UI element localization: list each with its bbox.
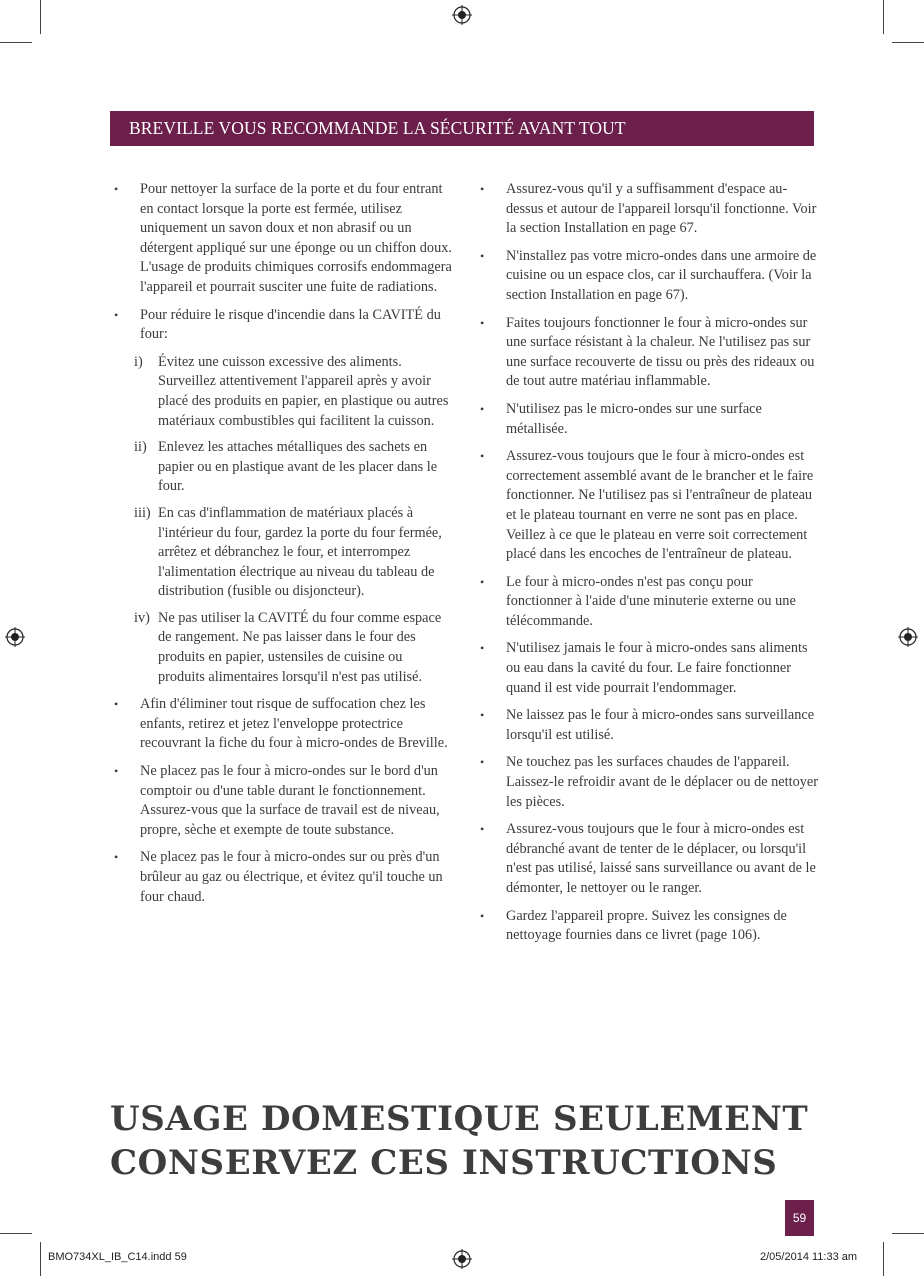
bullet: •	[480, 641, 485, 656]
bullet: •	[114, 307, 119, 322]
list-item-text: Ne touchez pas les surfaces chaudes de l'appareil. Laissez-le refroidir avant de le déplacer ou de nettoyer les pièces.	[506, 754, 818, 810]
list-item	[478, 247, 818, 306]
footer-filename: BMO734XL_IB_C14.indd 59	[48, 1251, 187, 1263]
list-item-text: N'installez pas votre micro-ondes dans une armoire de cuisine ou un espace clos, car il surchauffera. (Voir la section Installation en page 67).	[506, 247, 817, 303]
list-item	[478, 639, 818, 698]
list-item	[112, 848, 452, 907]
sub-list-text: Enlevez les attaches métalliques des sachets en papier ou en plastique avant de les placer dans le four.	[158, 439, 438, 495]
bullet: •	[480, 449, 485, 464]
crop-mark	[883, 1242, 884, 1276]
section-header	[110, 111, 814, 146]
list-item	[478, 573, 818, 632]
page-number: 59	[785, 1200, 814, 1236]
list-item	[478, 820, 818, 898]
bullet: •	[480, 708, 485, 723]
sub-list-item	[134, 353, 452, 431]
sub-list-item	[134, 504, 452, 602]
list-item	[112, 695, 452, 754]
household-use-title: USAGE DOMESTIQUE SEULEMENT	[110, 1099, 809, 1139]
list-item-text: Assurez-vous toujours que le four à micro-ondes est débranché avant de tenter de le déplacer, ou lorsqu'il n'est pas utilisé, laissé sans surveillance ou avant de le démonter, le nettoyer ou le ranger.	[506, 821, 816, 896]
list-item-text: Faites toujours fonctionner le four à micro-ondes sur une surface résistant à la chaleur. Ne l'utilisez pas sur une surface recouverte de tissu ou près des rideaux ou de tout autre matériau inflammable.	[506, 314, 815, 390]
list-item-text: N'utilisez pas le micro-ondes sur une surface métallisée.	[506, 400, 762, 437]
list-item	[478, 706, 818, 745]
sub-list-text: En cas d'inflammation de matériaux placés à l'intérieur du four, gardez la porte du four fermée, arrêtez et débranchez le four, et interrompez l'alimentation électrique au niveau du tableau de distribution (fusible ou disjoncteur).	[158, 504, 442, 600]
bullet: •	[480, 755, 485, 770]
bullet: •	[114, 697, 119, 712]
keep-instructions-title: CONSERVEZ CES INSTRUCTIONS	[110, 1143, 778, 1183]
crop-mark	[40, 1242, 41, 1276]
list-item-text: Assurez-vous toujours que le four à micro-ondes est correctement assemblé avant de le brancher et le faire fonctionner. Ne l'utilisez pas si l'entraîneur de plateau et le plateau tournant en verre ne sont pas en place. Veillez à ce que le plateau en verre soit correctement placé dans les encoches de l'entraîneur de plateau.	[506, 448, 814, 563]
list-item	[112, 180, 452, 298]
sub-list-number: iv)	[134, 609, 150, 626]
crop-mark	[883, 0, 884, 34]
crop-mark	[40, 0, 41, 34]
list-item	[112, 306, 452, 688]
list-item-text: Pour nettoyer la surface de la porte et du four entrant en contact lorsque la porte est fermée, utilisez uniquement un savon doux et non abrasif ou un détergent appliqué sur une éponge ou un chiffon doux. L'usage de produits chimiques corrosifs endommagera l'appareil et pourrait susciter une fuite de radiations.	[140, 181, 452, 295]
registration-mark-icon	[452, 1249, 472, 1269]
sub-list-number: ii)	[134, 439, 147, 456]
bullet: •	[480, 315, 485, 330]
crop-mark	[0, 42, 32, 43]
footer-timestamp: 2/05/2014 11:33 am	[760, 1251, 858, 1263]
registration-mark-icon	[5, 627, 25, 647]
bullet: •	[114, 764, 119, 779]
crop-mark	[892, 1233, 924, 1234]
list-item-text: Ne placez pas le four à micro-ondes sur le bord d'un comptoir ou d'une table durant le fonctionnement. Assurez-vous que la surface de travail est de niveau, propre, sèche et exempte de toute substance.	[140, 763, 440, 838]
bullet: •	[480, 401, 485, 416]
sub-list	[134, 353, 452, 688]
sub-list-number: iii)	[134, 504, 151, 521]
list-item-text: Pour réduire le risque d'incendie dans la CAVITÉ du four:	[140, 306, 441, 343]
list-item-text: Le four à micro-ondes n'est pas conçu pour fonctionner à l'aide d'une minuterie externe ou une télécommande.	[506, 573, 796, 629]
left-column	[112, 180, 452, 915]
list-item-text: N'utilisez jamais le four à micro-ondes sans aliments ou eau dans la cavité du four. Le faire fonctionner quand il est vide pourrait l'endommager.	[506, 640, 808, 696]
bullet: •	[480, 248, 485, 263]
list-item-text: Assurez-vous qu'il y a suffisamment d'espace au-dessus et autour de l'appareil lorsqu'il fonctionne. Voir la section Installation en page 67.	[506, 181, 817, 237]
bullet: •	[480, 908, 485, 923]
crop-mark	[892, 42, 924, 43]
sub-list-text: Ne pas utiliser la CAVITÉ du four comme espace de rangement. Ne pas laisser dans le four des produits en papier, ustensiles de cuisine ou produits alimentaires lorsqu'il n'est pas utilisé.	[158, 609, 442, 685]
list-item	[478, 314, 818, 392]
list-item-text: Afin d'éliminer tout risque de suffocation chez les enfants, retirez et jetez l'enveloppe protectrice recouvrant la fiche du four à micro-ondes de Breville.	[140, 696, 448, 752]
sub-list-item	[134, 609, 452, 687]
crop-mark	[0, 1233, 32, 1234]
section-title: BREVILLE VOUS RECOMMANDE LA SÉCURITÉ AVANT TOUT	[129, 118, 626, 138]
list-item	[478, 753, 818, 812]
list-item	[478, 180, 818, 239]
sub-list-item	[134, 438, 452, 497]
bullet: •	[480, 822, 485, 837]
list-item	[478, 400, 818, 439]
list-item	[478, 447, 818, 565]
registration-mark-icon	[452, 5, 472, 25]
list-item	[112, 762, 452, 840]
bullet: •	[114, 182, 119, 196]
bullet: •	[480, 574, 485, 589]
list-item-text: Gardez l'appareil propre. Suivez les consignes de nettoyage fournies dans ce livret (page 106).	[506, 907, 787, 944]
list-item	[478, 907, 818, 946]
bullet: •	[114, 850, 119, 865]
list-item-text: Ne laissez pas le four à micro-ondes sans surveillance lorsqu'il est utilisé.	[506, 707, 815, 743]
right-column	[478, 180, 818, 954]
registration-mark-icon	[898, 627, 918, 647]
bullet: •	[480, 182, 485, 196]
list-item-text: Ne placez pas le four à micro-ondes sur ou près d'un brûleur au gaz ou électrique, et évitez qu'il touche un four chaud.	[140, 849, 443, 905]
sub-list-text: Évitez une cuisson excessive des aliments. Surveillez attentivement l'appareil après y avoir placé des produits en papier, en plastique ou autres matériaux combustibles qui facilitent la cuisson.	[158, 353, 449, 429]
sub-list-number: i)	[134, 353, 143, 370]
